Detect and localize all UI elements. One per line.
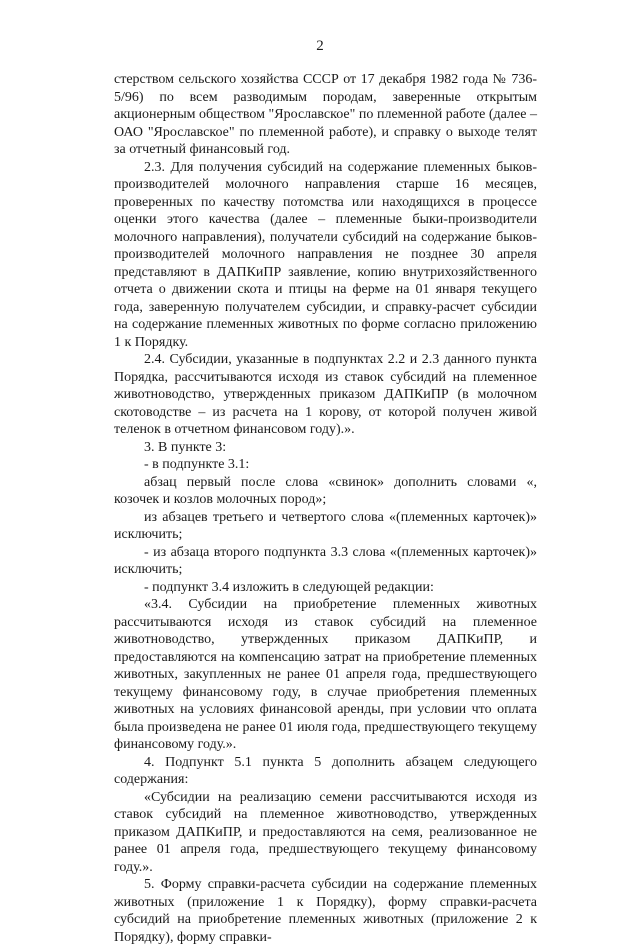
paragraph-first-abzac: абзац первый после слова «свинок» дополнить словами «, козочек и козлов молочных пород»; [114,474,537,507]
paragraph-2-4: 2.4. Субсидии, указанные в подпунктах 2.2 и 2.3 данного пункта Порядка, рассчитываются исходя из ставок субсидий на племенное животноводство, утвержденных приказом ДАПКиПР (в молочном скотоводстве – из расчета на 1 корову, от которой получен живой теленок в отчетном финансовом году).». [114,352,537,437]
paragraph-2-3: 2.3. Для получения субсидий на содержание племенных быков-производителей молочного направления старше 16 месяцев, проверенных по качеству потомства или находящихся в процессе оценки этого качества (далее – племенные быки-производители молочного направления), получатели субсидий на содержание быков-производителей молочного направления не позднее 30 апреля представляют в ДАПКиПР заявление, копию внутрихозяйственного отчета о движении скота и птицы на ферме на 01 января текущего года, заверенную получателем субсидии, и справку-расчет субсидии на содержание племенных животных по форме согласно приложению 1 к Порядку. [114,159,537,350]
page-number: 2 [316,38,324,54]
paragraph-item-5: 5. Форму справки-расчета субсидии на содержание племенных животных (приложение 1 к Порядку), форму справки-расчета субсидий на приобретение племенных животных (приложение 2 к Порядку), форму справки- [114,877,537,945]
paragraph-item-3: 3. В пункте 3: [144,439,227,455]
document-body [114,71,537,946]
paragraph-3-4-text: «3.4. Субсидии на приобретение племенных животных рассчитываются исходя из ставок субсидий на племенное животноводство, утвержденных приказом ДАПКиПР, и предоставляются на компенсацию затрат на приобретение племенных животных, закупленных не ранее 01 апреля года, предшествующего текущему финансовому году, в случае приобретения племенных животных на условиях финансовой аренды, при условии что оплата была произведена не ранее 01 июля года, предшествующего текущему финансовому году.». [114,597,537,752]
paragraph-third-fourth: из абзацев третьего и четвертого слова «(племенных карточек)» исключить; [114,509,537,542]
paragraph-semen-subsidy: «Субсидии на реализацию семени рассчитываются исходя из ставок субсидий на племенное животноводство, утвержденных приказом ДАПКиПР, и предоставляются на семя, реализованное не ранее 01 апреля года, предшествующего текущему финансовому году.». [114,789,537,875]
paragraph-subitem-3-3: - из абзаца второго подпункта 3.3 слова «(племенных карточек)» исключить; [114,544,537,577]
paragraph-1: стерством сельского хозяйства СССР от 17 декабря 1982 года № 736-5/96) по всем разводимым породам, заверенные открытым акционерным обществом "Ярославское" по племенной работе (далее – ОАО "Ярославское" по племенной работе), и справку о выходе телят за отчетный финансовый год. [114,72,537,157]
paragraph-item-4: 4. Подпункт 5.1 пункта 5 дополнить абзацем следующего содержания: [114,754,537,787]
paragraph-subitem-3-1: - в подпункте 3.1: [144,457,250,472]
paragraph-subitem-3-4-intro: - подпункт 3.4 изложить в следующей редакции: [144,579,434,595]
